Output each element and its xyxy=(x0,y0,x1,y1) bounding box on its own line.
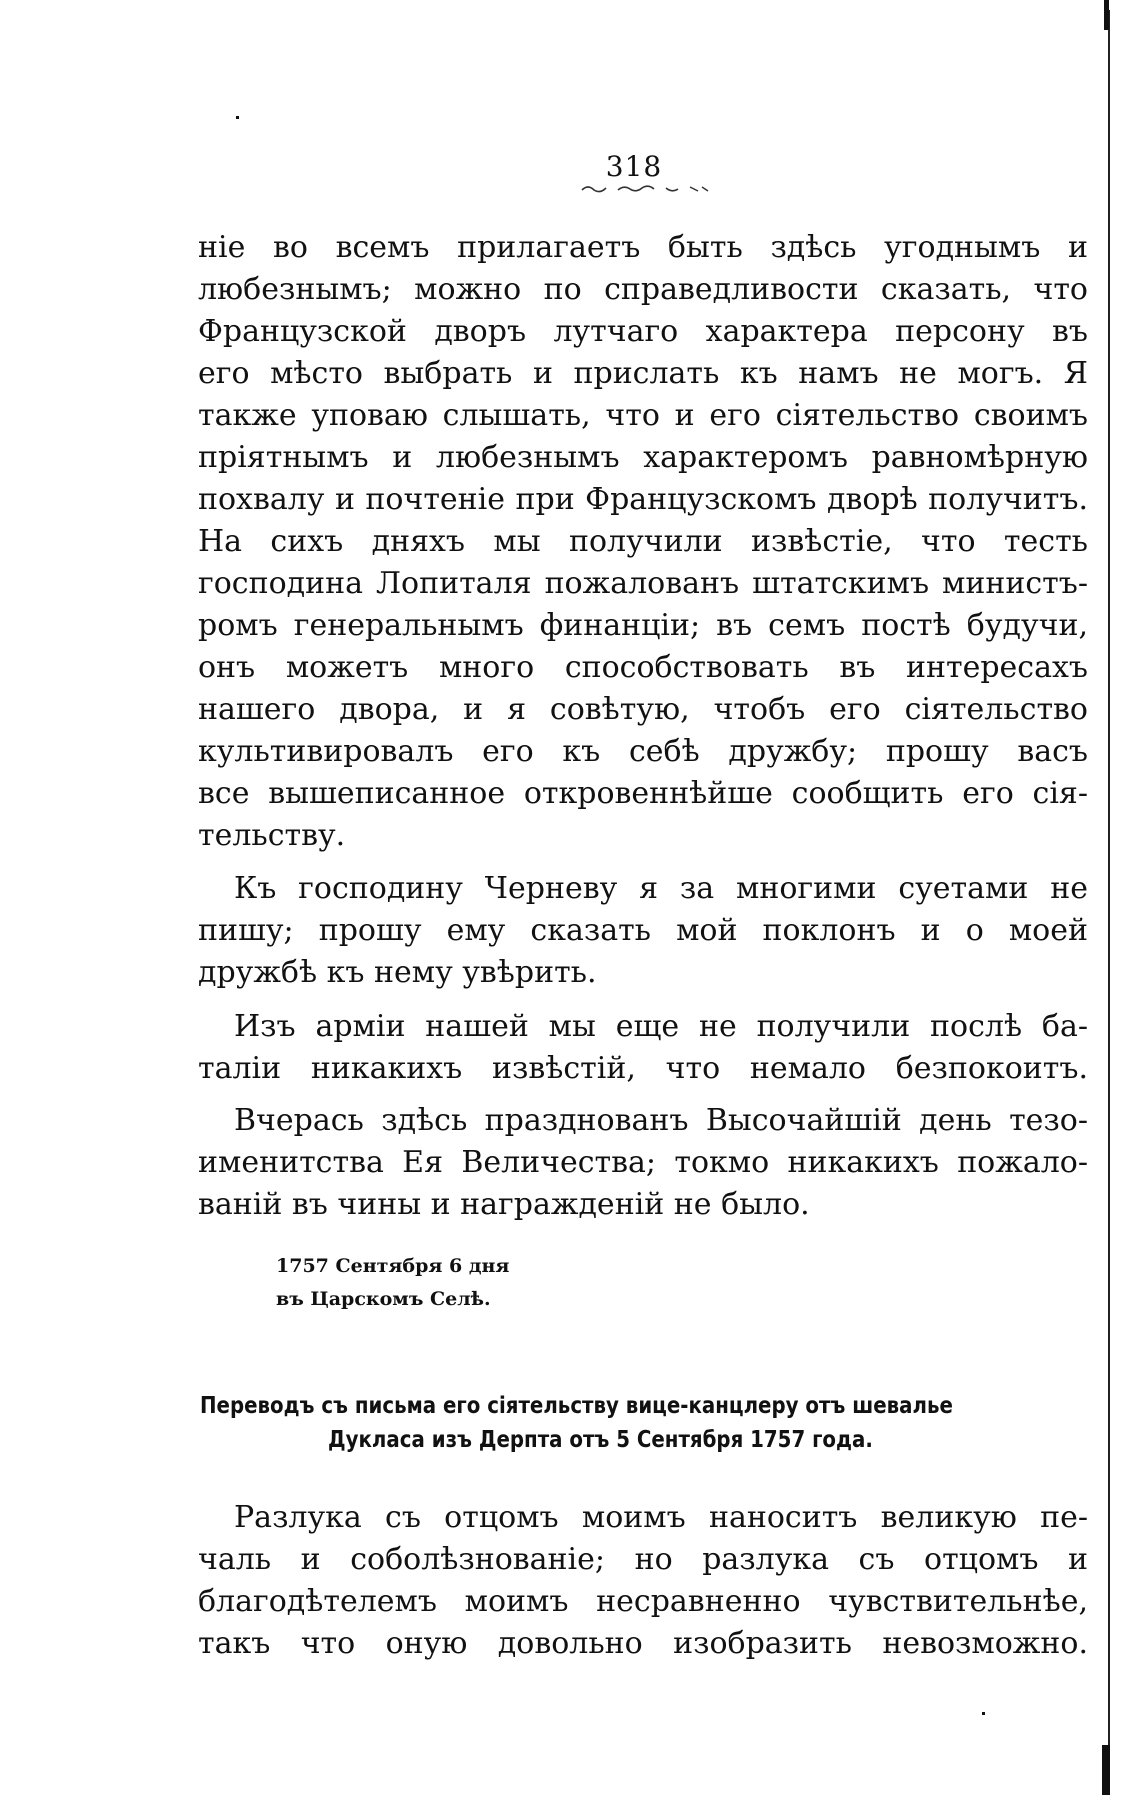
text-line: онъ можетъ много способствовать въ интересахъ xyxy=(198,650,1088,685)
dateline-place: въ Царскомъ Селѣ. xyxy=(276,1288,491,1310)
text-line: именитства Ея Величества; токмо никакихъ пожало- xyxy=(198,1145,1088,1180)
text-line: таліи никакихъ извѣстій, что немало безпокоитъ. xyxy=(198,1051,1088,1086)
scan-speck xyxy=(236,116,239,119)
text-line: любезнымъ; можно по справедливости сказать, что xyxy=(198,272,1088,307)
text-line: На сихъ дняхъ мы получили извѣстіе, что тесть xyxy=(198,524,1088,559)
text-line: пишу; прошу ему сказать мой поклонъ и о моей xyxy=(198,913,1088,948)
text-line: дружбѣ къ нему увѣрить. xyxy=(198,955,597,990)
ornament-divider xyxy=(580,182,710,196)
text-line: Къ господину Черневу я за многими суетами не xyxy=(234,871,1088,906)
text-line: господина Лопиталя пожалованъ штатскимъ министъ- xyxy=(198,566,1088,601)
dateline-date: 1757 Сентября 6 дня xyxy=(276,1255,510,1277)
text-line: также уповаю слышать, что и его сіятельство своимъ xyxy=(198,398,1088,433)
text-line: чаль и соболѣзнованіе; но разлука съ отцомъ и xyxy=(198,1542,1088,1577)
text-line: культивировалъ его къ себѣ дружбу; прошу васъ xyxy=(198,734,1088,769)
text-line: ніе во всемъ прилагаетъ быть здѣсь угоднымъ и xyxy=(198,230,1088,265)
page-number: 318 xyxy=(605,150,663,183)
edge-mark xyxy=(1104,0,1109,30)
section-heading-line1: Переводъ съ письма его сіятельству вице-канцлеру отъ шевалье xyxy=(200,1393,953,1419)
text-line: ромъ генеральнымъ финанціи; въ семъ постѣ будучи, xyxy=(198,608,1088,643)
scan-speck xyxy=(982,1712,985,1715)
edge-mark xyxy=(1102,1745,1110,1795)
text-line: Вчерась здѣсь празднованъ Высочайшій день тезо- xyxy=(234,1103,1088,1138)
text-line: такъ что оную довольно изобразить невозможно. xyxy=(198,1626,1088,1661)
text-line: благодѣтелемъ моимъ несравненно чувствительнѣе, xyxy=(198,1584,1088,1619)
text-line: пріятнымъ и любезнымъ характеромъ равномѣрную xyxy=(198,440,1088,475)
text-line: все вышеписанное откровеннѣйше сообщить его сія- xyxy=(198,776,1088,811)
text-line: похвалу и почтеніе при Французскомъ дворѣ получитъ. xyxy=(198,482,1088,517)
text-line: Разлука съ отцомъ моимъ наноситъ великую пе- xyxy=(234,1500,1088,1535)
text-line: его мѣсто выбрать и прислать къ намъ не могъ. Я xyxy=(198,356,1088,391)
text-line: Изъ арміи нашей мы еще не получили послѣ ба- xyxy=(234,1009,1088,1044)
text-line: ваній въ чины и награжденій не было. xyxy=(198,1187,810,1222)
section-heading-line2: Дукласа изъ Дерпта отъ 5 Сентября 1757 года. xyxy=(328,1427,873,1453)
text-line: тельству. xyxy=(198,818,346,853)
text-line: Французской дворъ лутчаго характера персону въ xyxy=(198,314,1088,349)
page-edge-line xyxy=(1108,10,1110,1790)
text-line: нашего двора, и я совѣтую, чтобъ его сіятельство xyxy=(198,692,1088,727)
